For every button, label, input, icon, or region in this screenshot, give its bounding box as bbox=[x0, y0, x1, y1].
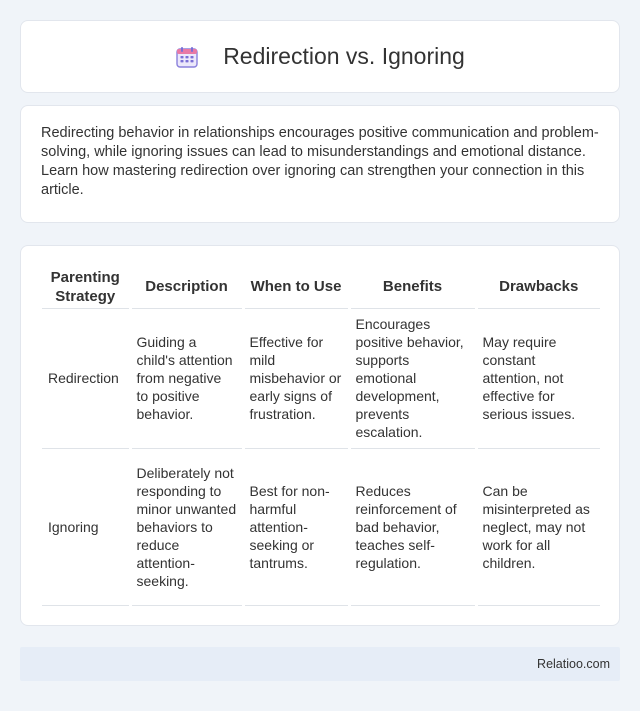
cell-when-to-use: Effective for mild misbehavior or early signs of frustration. bbox=[243, 308, 349, 448]
calendar-icon bbox=[175, 45, 199, 69]
table-header-row bbox=[42, 266, 600, 308]
intro-card bbox=[20, 105, 620, 223]
table-row bbox=[42, 448, 600, 605]
title-card bbox=[20, 20, 620, 93]
cell-drawbacks: Can be misinterpreted as neglect, may not work for all children. bbox=[476, 448, 600, 605]
cell-drawbacks: May require constant attention, not effective for serious issues. bbox=[476, 308, 600, 448]
cell-strategy: Redirection bbox=[42, 308, 130, 448]
table-row bbox=[42, 308, 600, 448]
table-card bbox=[20, 245, 620, 626]
header-benefits: Benefits bbox=[349, 266, 476, 308]
cell-description: Guiding a child's attention from negative to positive behavior. bbox=[130, 308, 243, 448]
header-when-to-use: When to Use bbox=[243, 266, 349, 308]
cell-benefits: Encourages positive behavior, supports emotional development, prevents escalation. bbox=[349, 308, 476, 448]
comparison-table bbox=[42, 266, 600, 606]
cell-when-to-use: Best for non-harmful attention-seeking or tantrums. bbox=[243, 448, 349, 605]
footer bbox=[20, 647, 620, 681]
intro-text: Redirecting behavior in relationships encourages positive communication and problem-solving, while ignoring issues can lead to misunderstandings and emotional distance. Learn how mastering redirection over ignoring can strengthen your connection in this article. bbox=[41, 125, 599, 198]
page-title: Redirection vs. Ignoring bbox=[223, 43, 465, 69]
header-drawbacks: Drawbacks bbox=[476, 266, 600, 308]
cell-description: Deliberately not responding to minor unwanted behaviors to reduce attention-seeking. bbox=[130, 448, 243, 605]
footer-brand[interactable]: Relatioo.com bbox=[537, 657, 610, 671]
cell-benefits: Reduces reinforcement of bad behavior, teaches self-regulation. bbox=[349, 448, 476, 605]
cell-strategy: Ignoring bbox=[42, 448, 130, 605]
header-description: Description bbox=[130, 266, 243, 308]
header-strategy: Parenting Strategy bbox=[42, 266, 130, 308]
